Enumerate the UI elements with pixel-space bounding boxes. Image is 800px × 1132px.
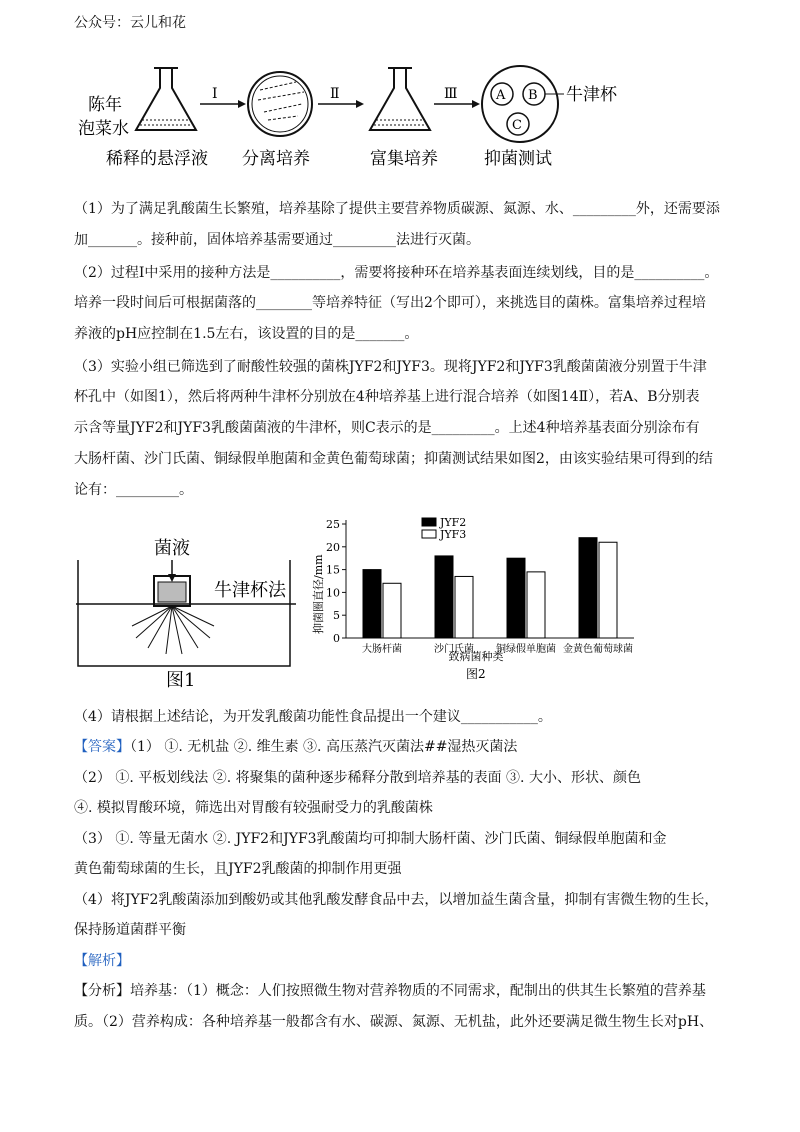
q2-line-1: （2）过程Ⅰ中采用的接种方法是__________，需要将接种环在培养基表面连续划线，目的是__________。 [74, 265, 719, 281]
answer-3-line-1: （3） ①. 等量无菌水 ②. JYF2和JYF3乳酸菌均可抑制大肠杆菌、沙门氏菌、铜绿假单胞菌和金 [74, 831, 667, 847]
answer-1: （1） ①. 无机盐 ②. 维生素 ③. 高压蒸汽灭菌法##湿热灭菌法 [130, 739, 518, 755]
bar-jyf2 [579, 538, 597, 638]
q3-line-1: （3）实验小组已筛选到了耐酸性较强的菌株JYF2和JYF3。现将JYF2和JYF3乳酸菌菌液分别置于牛津 [74, 359, 707, 375]
arrow-label-3: Ⅲ [444, 86, 458, 102]
answer-3-line-2: 黄色葡萄球菌的生长，且JYF2乳酸菌的抑制作用更强 [74, 861, 402, 877]
cup-b: B [528, 88, 538, 103]
page-header: 公众号：云儿和花 [74, 15, 186, 31]
streak-plate [248, 72, 312, 136]
arrow-label-2: Ⅱ [330, 86, 340, 102]
answer-line-1 [74, 736, 517, 756]
y-tick-label: 0 [333, 632, 340, 645]
bar-jyf3 [383, 583, 401, 638]
answer-2-line-2: ④. 模拟胃酸环境，筛选出对胃酸有较强耐受力的乳酸菌株 [74, 800, 433, 816]
figure-1 [76, 526, 296, 692]
bar-jyf2 [507, 558, 525, 638]
x-axis-label: 致病菌种类 [448, 650, 504, 663]
fig1-top-label: 菌液 [154, 538, 190, 559]
x-tick-label: 铜绿假单胞菌 [496, 644, 556, 655]
diffusion-arrows [132, 606, 214, 654]
fig1-caption: 图1 [166, 670, 196, 691]
fig2-caption: 图2 [466, 667, 486, 681]
legend-swatch-jyf3 [422, 530, 436, 538]
x-tick-label: 金黄色葡萄球菌 [563, 644, 633, 655]
analysis-line-1: 【分析】培养基：（1）概念：人们按照微生物对营养物质的不同需求，配制出的供其生长繁殖的营养基 [74, 983, 706, 999]
legend-label-jyf2: JYF2 [440, 516, 467, 529]
y-tick-label: 5 [333, 609, 340, 623]
y-tick-label: 15 [326, 563, 340, 577]
analysis-tag: 【解析】 [74, 953, 130, 969]
bar-jyf2 [435, 556, 453, 638]
q2-line-2: 培养一段时间后可根据菌落的________等培养特征（写出2个即可），来挑选目的菌株。富集培养过程培 [74, 295, 706, 311]
answer-tag: 【答案】 [74, 739, 130, 755]
bar-jyf3 [527, 572, 545, 638]
y-tick-label: 20 [326, 540, 340, 554]
y-tick-label: 25 [326, 518, 340, 531]
q2-line-3: 养液的pH应控制在1.5左右，该设置的目的是_______。 [74, 326, 419, 342]
q4-line: （4）请根据上述结论，为开发乳酸菌功能性食品提出一个建议___________。 [74, 709, 552, 725]
bar-jyf3 [455, 576, 473, 638]
test-plate [482, 66, 618, 142]
flask-2 [370, 68, 430, 130]
y-tick-label: 10 [326, 586, 340, 600]
x-tick-label: 大肠杆菌 [362, 644, 402, 655]
q3-line-2: 杯孔中（如图1），然后将两种牛津杯分别放在4种培养基上进行混合培养（如图14Ⅱ），若A、B分别表 [74, 389, 700, 405]
legend-label-jyf3: JYF3 [440, 528, 467, 541]
bar-jyf3 [599, 542, 617, 638]
q3-line-4: 大肠杆菌、沙门氏菌、铜绿假单胞菌和金黄色葡萄球菌；抑菌测试结果如图2，由该实验结果可得到的结 [74, 451, 713, 467]
analysis-line-2: 质。（2）营养构成：各种培养基一般都含有水、碳源、氮源、无机盐，此外还要满足微生物生长对pH、 [74, 1014, 714, 1030]
figure-2-bar-chart [306, 512, 646, 684]
flow-left-label-2: 泡菜水 [78, 119, 129, 139]
cup-c: C [512, 118, 522, 133]
flow-diagram [74, 60, 674, 172]
q3-line-3: 示含等量JYF2和JYF3乳酸菌菌液的牛津杯，则C表示的是_________。上述4种培养基表面分别涂布有 [74, 420, 700, 436]
cup-a: A [496, 88, 506, 103]
step-3: 富集培养 [370, 149, 438, 169]
step-2: 分离培养 [242, 149, 310, 169]
arrow-label-1: Ⅰ [212, 86, 218, 102]
flask-1 [136, 68, 196, 130]
answer-2-line-1: （2） ①. 平板划线法 ②. 将聚集的菌种逐步稀释分散到培养基的表面 ③. 大小、形状、颜色 [74, 770, 641, 786]
bar-jyf2 [363, 570, 381, 638]
q1-line-1: （1）为了满足乳酸菌生长繁殖，培养基除了提供主要营养物质碳源、氮源、水、_________外，还需要添 [74, 201, 720, 217]
fig1-method-label: 牛津杯法 [214, 580, 286, 601]
q3-line-5: 论有：_________。 [74, 482, 193, 498]
step-4: 抑菌测试 [484, 149, 552, 169]
cup-label: 牛津杯 [566, 85, 617, 105]
step-1: 稀释的悬浮液 [106, 149, 208, 169]
legend-swatch-jyf2 [422, 518, 436, 526]
y-axis-label: 抑菌圈直径/mm [312, 554, 325, 634]
answer-4-line-2: 保持肠道菌群平衡 [74, 922, 186, 938]
q1-line-2: 加_______。接种前，固体培养基需要通过_________法进行灭菌。 [74, 232, 480, 248]
flow-left-label-1: 陈年 [88, 95, 122, 115]
answer-4-line-1: （4）将JYF2乳酸菌添加到酸奶或其他乳酸发酵食品中去，以增加益生菌含量，抑制有害微生物的生长， [74, 892, 719, 908]
x-tick-label: 沙门氏菌 [434, 644, 474, 655]
